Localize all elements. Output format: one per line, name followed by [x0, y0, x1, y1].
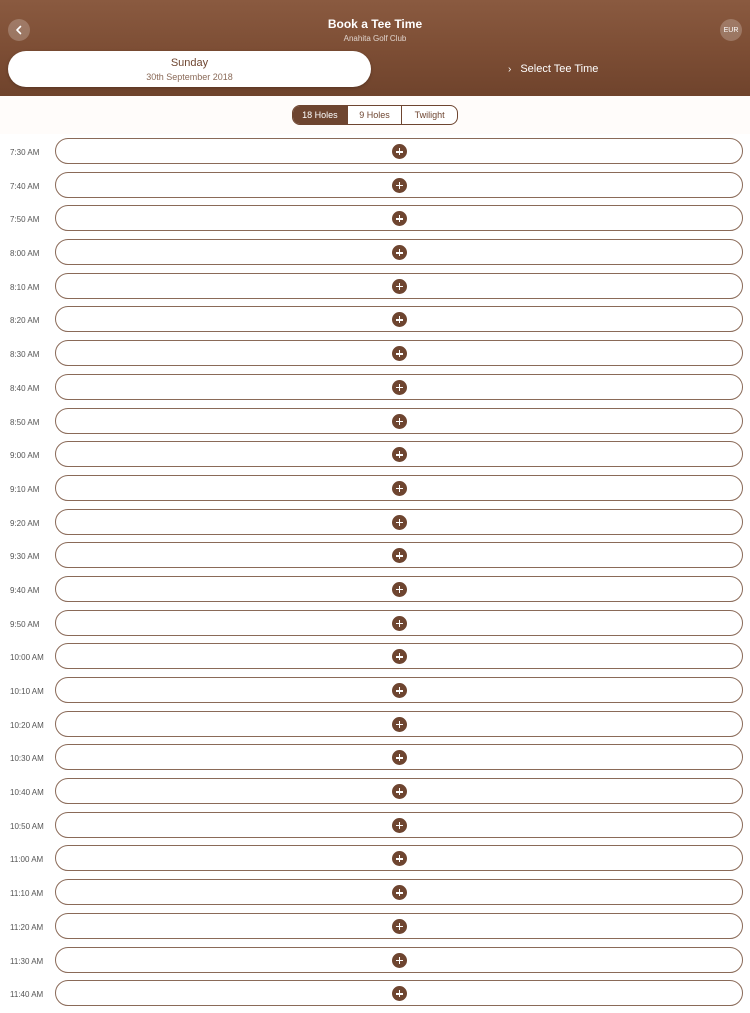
tee-time-label: 8:40 AM [10, 383, 40, 393]
tee-time-slot-button[interactable] [55, 205, 743, 231]
tee-time-row [0, 305, 750, 339]
tee-time-slot-button[interactable] [55, 239, 743, 265]
tee-time-row [0, 272, 750, 306]
tee-time-label: 9:40 AM [10, 585, 40, 595]
tee-time-slot-button[interactable] [55, 677, 743, 703]
tee-time-label: 9:20 AM [10, 518, 40, 528]
club-name: Anahita Golf Club [343, 34, 407, 43]
tee-time-label: 9:10 AM [10, 484, 40, 494]
tab-twilight[interactable]: Twilight [401, 106, 457, 124]
app-header [0, 0, 750, 96]
tee-time-slot-button[interactable] [55, 306, 743, 332]
tee-time-label: 7:50 AM [10, 215, 40, 225]
tee-time-label: 10:50 AM [10, 821, 44, 831]
tee-time-row [0, 440, 750, 474]
add-icon [392, 616, 407, 631]
tee-time-row [0, 676, 750, 710]
tee-time-row [0, 204, 750, 238]
tee-time-label: 10:40 AM [10, 788, 44, 798]
tee-time-row [0, 508, 750, 542]
add-icon [392, 548, 407, 563]
holes-segmented-control [292, 105, 458, 125]
tee-time-label: 11:20 AM [10, 922, 44, 932]
tee-time-row [0, 979, 750, 1013]
add-icon [392, 885, 407, 900]
tee-time-label: 8:30 AM [10, 350, 40, 360]
tee-time-row [0, 912, 750, 946]
page-title: Book a Tee Time [327, 17, 423, 31]
add-icon [392, 346, 407, 361]
tee-time-slot-button[interactable] [55, 138, 743, 164]
add-icon [392, 515, 407, 530]
tee-time-label: 9:30 AM [10, 552, 40, 562]
tee-time-label: 8:20 AM [10, 316, 40, 326]
currency-button[interactable]: EUR [720, 19, 742, 41]
add-icon [392, 447, 407, 462]
tee-time-row [0, 541, 750, 575]
tee-time-row [0, 373, 750, 407]
add-icon [392, 312, 407, 327]
tee-time-slot-button[interactable] [55, 778, 743, 804]
tee-time-row [0, 171, 750, 205]
tee-time-label: 8:10 AM [10, 282, 40, 292]
tee-time-slot-button[interactable] [55, 273, 743, 299]
tee-time-row [0, 609, 750, 643]
add-icon [392, 784, 407, 799]
tee-time-label: 11:30 AM [10, 956, 44, 966]
tee-time-row [0, 811, 750, 845]
tee-time-row [0, 642, 750, 676]
tee-time-label: 11:10 AM [10, 889, 44, 899]
tee-time-slot-button[interactable] [55, 542, 743, 568]
add-icon [392, 414, 407, 429]
tee-time-slot-button[interactable] [55, 610, 743, 636]
tee-time-label: 7:40 AM [10, 181, 40, 191]
tee-time-row [0, 777, 750, 811]
add-icon [392, 211, 407, 226]
tee-time-row [0, 474, 750, 508]
tee-time-slot-button[interactable] [55, 744, 743, 770]
tee-time-label: 10:10 AM [10, 687, 44, 696]
chevron-right-icon: › [508, 63, 512, 75]
tee-time-label: 8:50 AM [10, 417, 40, 427]
tee-time-slot-button[interactable] [55, 408, 743, 434]
tee-time-row [0, 743, 750, 777]
date-day: Sunday [170, 57, 209, 69]
tee-time-label: 11:40 AM [10, 990, 44, 1000]
tee-time-slot-button[interactable] [55, 711, 743, 737]
tee-time-slot-button[interactable] [55, 475, 743, 501]
tee-time-slot-button[interactable] [55, 812, 743, 838]
tee-time-slot-button[interactable] [55, 947, 743, 973]
add-icon [392, 649, 407, 664]
tee-time-slot-button[interactable] [55, 845, 743, 871]
tee-time-row [0, 575, 750, 609]
tee-time-slot-button[interactable] [55, 913, 743, 939]
tee-time-label: 9:00 AM [10, 451, 40, 461]
add-icon [392, 986, 407, 1001]
add-icon [392, 953, 407, 968]
tee-time-label: 10:30 AM [10, 754, 44, 764]
add-icon [392, 818, 407, 833]
tee-time-slot-button[interactable] [55, 172, 743, 198]
tee-time-row [0, 844, 750, 878]
add-icon [392, 380, 407, 395]
tee-time-row [0, 710, 750, 744]
add-icon [392, 717, 407, 732]
tee-time-slot-button[interactable] [55, 441, 743, 467]
add-icon [392, 144, 407, 159]
tee-time-slot-button[interactable] [55, 576, 743, 602]
tee-time-row [0, 137, 750, 171]
tee-time-slot-button[interactable] [55, 340, 743, 366]
add-icon [392, 582, 407, 597]
add-icon [392, 178, 407, 193]
tee-time-label: 7:30 AM [10, 148, 40, 157]
tab-18-holes[interactable]: 18 Holes [293, 106, 347, 124]
tab-9-holes[interactable]: 9 Holes [347, 106, 402, 124]
tee-time-slot-button[interactable] [55, 879, 743, 905]
add-icon [392, 683, 407, 698]
add-icon [392, 851, 407, 866]
tee-time-row [0, 878, 750, 912]
tee-time-list [0, 137, 750, 1013]
add-icon [392, 750, 407, 765]
tee-time-slot-button[interactable] [55, 374, 743, 400]
add-icon [392, 919, 407, 934]
tee-time-slot-button[interactable] [55, 643, 743, 669]
add-icon [392, 279, 407, 294]
tee-time-row [0, 339, 750, 373]
tee-time-label: 10:00 AM [10, 653, 44, 663]
add-icon [392, 245, 407, 260]
tee-time-label: 9:50 AM [10, 619, 40, 629]
date-selector[interactable] [8, 51, 371, 87]
tee-time-row [0, 407, 750, 441]
tee-time-slot-button[interactable] [55, 980, 743, 1006]
tee-time-row [0, 946, 750, 980]
date-full: 30th September 2018 [146, 72, 233, 82]
step-label-text: Select Tee Time [520, 63, 599, 75]
tee-time-label: 8:00 AM [10, 249, 40, 259]
tee-time-label: 11:00 AM [10, 855, 44, 865]
add-icon [392, 481, 407, 496]
tee-time-label: 10:20 AM [10, 720, 44, 730]
tee-time-slot-button[interactable] [55, 509, 743, 535]
tee-time-row [0, 238, 750, 272]
select-tee-time-step[interactable] [508, 63, 598, 75]
